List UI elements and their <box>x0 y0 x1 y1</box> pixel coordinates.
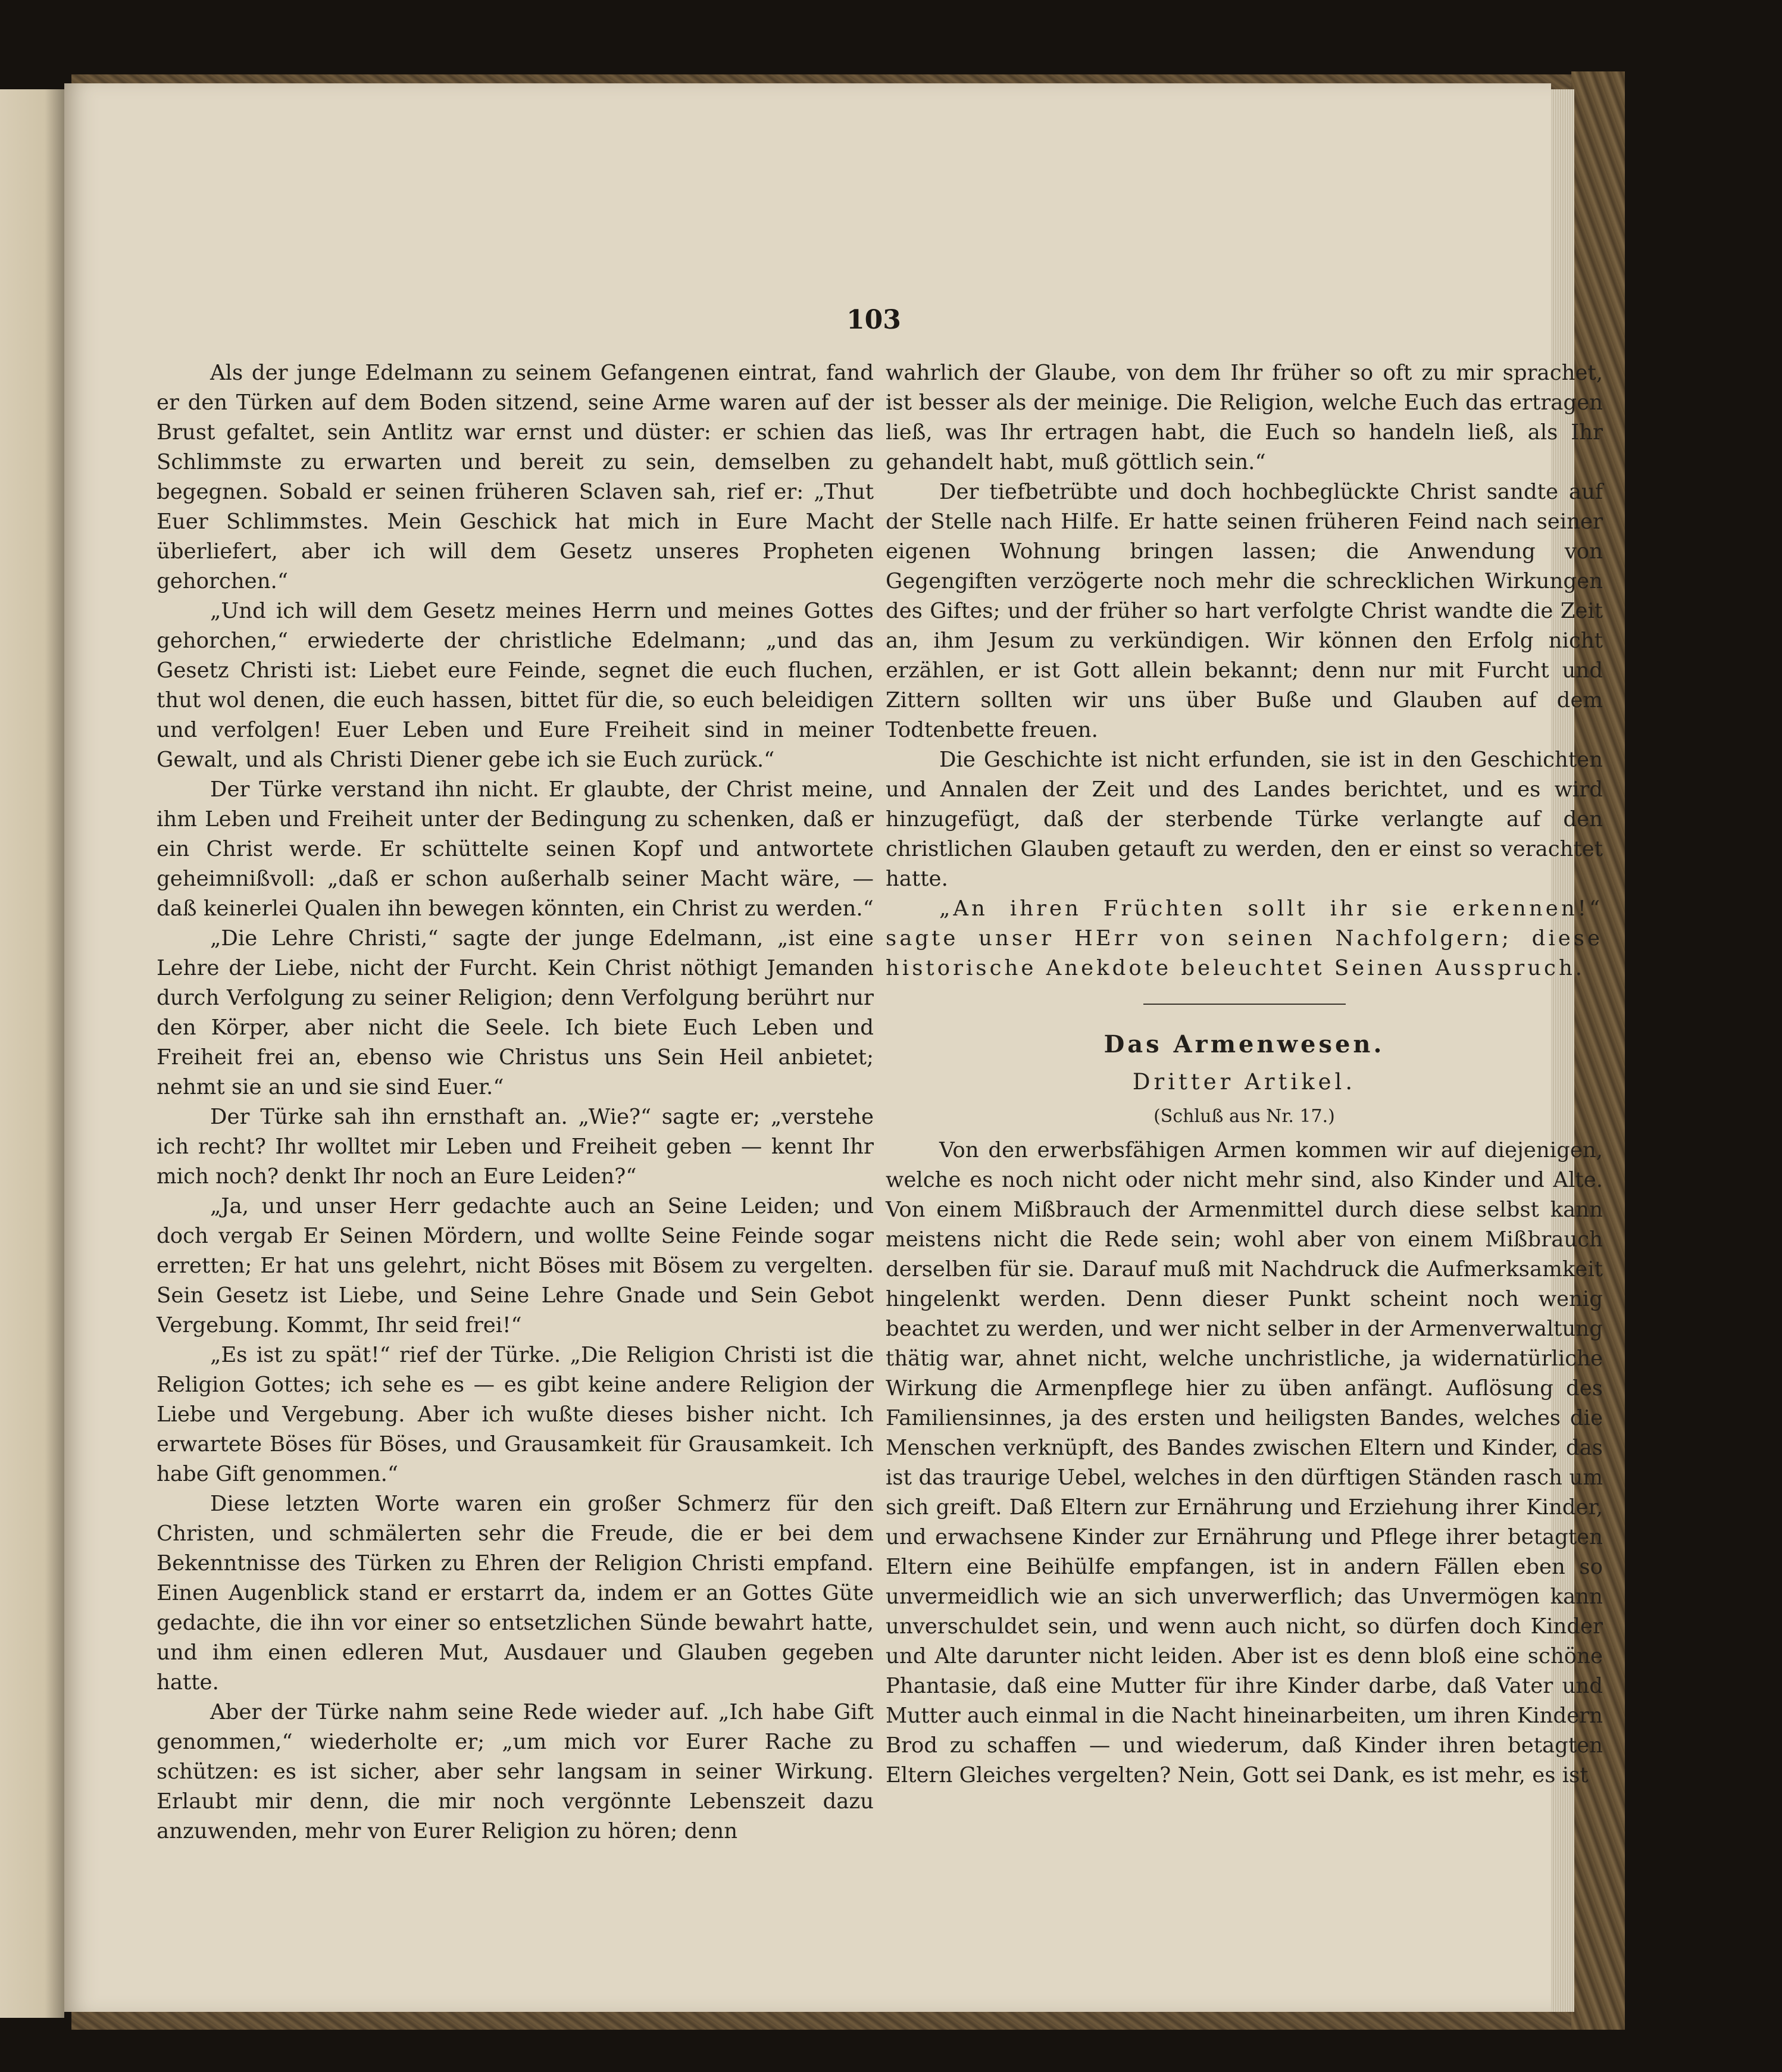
section-subtitle: Dritter Artikel. <box>1132 1069 1356 1095</box>
right-column <box>886 358 1603 1790</box>
section-title: Das Armenwesen. <box>1103 1030 1385 1058</box>
left-column <box>157 358 874 1846</box>
paragraph: Der tiefbetrübte und doch hochbeglückte Christ sandte auf der Stelle nach Hilfe. Er hatte seinen früheren Feind nach seiner eigenen Wohnung bringen lassen; die Anwendung von Gegengiften verzögerte noch mehr die schrecklichen Wirkungen des Giftes; und der früher so hart verfolgte Christ wandte die Zeit an, ihm Jesum zu verkündigen. Wir können den Erfolg nicht erzählen, er ist Gott allein bekannt; denn nur mit Furcht und Zittern sollten wir uns über Buße und Glauben auf dem Todtenbette freuen. <box>886 480 1603 742</box>
paragraph: „Es ist zu spät!“ rief der Türke. „Die Religion Christi ist die Religion Gottes; ich sehe es — es gibt keine andere Religion der Liebe und Vergebung. Aber ich wußte dieses bisher nicht. Ich erwartete Böses für Böses, und Grausamkeit für Grausamkeit. Ich habe Gift genommen.“ <box>157 1343 874 1486</box>
section-divider <box>1143 1004 1346 1005</box>
paragraph: Aber der Türke nahm seine Rede wieder auf. „Ich habe Gift genommen,“ wiederholte er; „um mich vor Eurer Rache zu schützen: es ist sicher, aber sehr langsam in seiner Wirkung. Erlaubt mir denn, die mir noch vergönnte Lebenszeit dazu anzuwenden, mehr von Eurer Religion zu hören; denn <box>157 1700 874 1843</box>
paragraph: Von den erwerbsfähigen Armen kommen wir auf diejenigen, welche es noch nicht oder nicht mehr sind, also Kinder und Alte. Von einem Mißbrauch der Armenmittel durch diese selbst kann meistens nicht die Rede sein; wohl aber von einem Mißbrauch derselben für sie. Darauf muß mit Nachdruck die Aufmerksamkeit hingelenkt werden. Denn dieser Punkt scheint noch wenig beachtet zu werden, und wer nicht selber in der Armenverwaltung thätig war, ahnet nicht, welche unchristliche, ja widernatürliche Wirkung die Armenpflege hier zu üben anfängt. Auflösung des Familiensinnes, ja des ersten und heiligsten Bandes, welches die Menschen verknüpft, des Bandes zwischen Eltern und Kinder, das ist das traurige Uebel, welches in den dürftigen Ständen rasch um sich greift. Daß Eltern zur Ernährung und Erziehung ihrer Kinder, und erwachsene Kinder zur Ernährung und Pflege ihrer betagten Eltern eine Beihülfe empfangen, ist in andern Fällen eben so unvermeidlich wie an sich unverwerflich; das Unvermögen kann unverschuldet sein, und wenn auch nicht, so dürfen doch Kinder und Alte darunter nicht leiden. Aber ist es denn bloß eine schöne Phantasie, daß eine Mutter für ihre Kinder darbe, daß Vater und Mutter auch einmal in die Nacht hineinarbeiten, um ihren Kindern Brod zu schaffen — und wiederum, daß Kinder ihren betagten Eltern Gleiches vergelten? Nein, Gott sei Dank, es ist mehr, es ist <box>886 1138 1603 1787</box>
paragraph: Die Geschichte ist nicht erfunden, sie ist in den Geschichten und Annalen der Zeit und des Landes berichtet, und es wird hinzugefügt, daß der sterbende Türke verlangte auf den christlichen Glauben getauft zu werden, den er einst so verachtet hatte. <box>886 748 1603 891</box>
paragraph: Diese letzten Worte waren ein großer Schmerz für den Christen, und schmälerten sehr die Freude, die er bei dem Bekenntnisse des Türken zu Ehren der Religion Christi empfand. Einen Augenblick stand er erstarrt da, indem er an Gottes Güte gedachte, die ihn vor einer so entsetzlichen Sünde bewahrt hatte, und ihm einen edleren Mut, Ausdauer und Glauben gegeben hatte. <box>157 1492 874 1695</box>
paragraph: „Die Lehre Christi,“ sagte der junge Edelmann, „ist eine Lehre der Liebe, nicht der Furcht. Kein Christ nöthigt Jemanden durch Verfolgung zu seiner Religion; denn Verfolgung berührt nur den Körper, aber nicht die Seele. Ich biete Euch Leben und Freiheit frei an, ebenso wie Christus uns Sein Heil anbietet; nehmt sie an und sie sind Euer.“ <box>157 926 874 1099</box>
left-page-sliver <box>0 89 64 2018</box>
section-note: (Schluß aus Nr. 17.) <box>1153 1106 1335 1127</box>
paragraph: wahrlich der Glaube, von dem Ihr früher so oft zu mir sprachet, ist besser als der meinige. Die Religion, welche Euch das ertragen ließ, was Ihr ertragen habt, die Euch so handeln ließ, als Ihr gehandelt habt, muß göttlich sein.“ <box>886 361 1603 474</box>
paragraph: „Und ich will dem Gesetz meines Herrn und meines Gottes gehorchen,“ erwiederte der christliche Edelmann; „und das Gesetz Christi ist: Liebet eure Feinde, segnet die euch fluchen, thut wol denen, die euch hassen, bittet für die, so euch beleidigen und verfolgen! Euer Leben und Eure Freiheit sind in meiner Gewalt, und als Christi Diener gebe ich sie Euch zurück.“ <box>157 599 874 772</box>
paragraph: Der Türke verstand ihn nicht. Er glaubte, der Christ meine, ihm Leben und Freiheit unter der Bedingung zu schenken, daß er ein Christ werde. Er schüttelte seinen Kopf und antwortete geheimnißvoll: „daß er schon außerhalb seiner Macht wäre, — daß keinerlei Qualen ihn bewegen könnten, ein Christ zu werden.“ <box>157 777 874 921</box>
page-number: 103 <box>846 305 901 335</box>
paragraph: Der Türke sah ihn ernsthaft an. „Wie?“ sagte er; „verstehe ich recht? Ihr wolltet mir Leben und Freiheit geben — kennt Ihr mich noch? denkt Ihr noch an Eure Leiden?“ <box>157 1105 874 1189</box>
paragraph: „An ihren Früchten sollt ihr sie erkennen!“ sagte unser HErr von seinen Nachfolgern; diese historische Anekdote beleuchtet Seinen Ausspruch. <box>886 896 1603 980</box>
book-page <box>64 83 1603 2012</box>
paragraph: Als der junge Edelmann zu seinem Gefangenen eintrat, fand er den Türken auf dem Boden sitzend, seine Arme waren auf der Brust gefaltet, sein Antlitz war ernst und düster: er schien das Schlimmste zu erwarten und bereit zu sein, demselben zu begegnen. Sobald er seinen früheren Sclaven sah, rief er: „Thut Euer Schlimmstes. Mein Geschick hat mich in Eure Macht überliefert, aber ich will dem Gesetz unseres Propheten gehorchen.“ <box>157 361 874 593</box>
paragraph: „Ja, und unser Herr gedachte auch an Seine Leiden; und doch vergab Er Seinen Mördern, und wollte Seine Feinde sogar erretten; Er hat uns gelehrt, nicht Böses mit Bösem zu vergelten. Sein Gesetz ist Liebe, und Seine Lehre Gnade und Sein Gebot Vergebung. Kommt, Ihr seid frei!“ <box>157 1194 874 1337</box>
